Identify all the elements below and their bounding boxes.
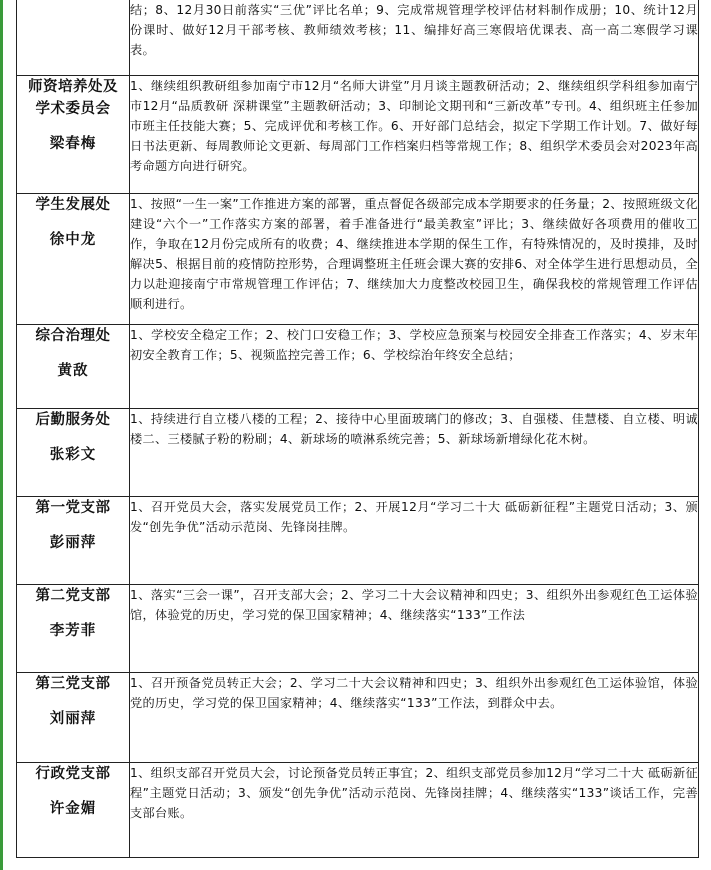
- content-text: 1、组织支部召开党员大会，讨论预备党员转正事宜；2、组织支部党员参加12月“学习二十大 砥砺新征程”主题党日活动；3、颁发“创先争优”活动示范岗、先锋岗挂牌；4、继续落实“133”谈话工作，完善支部台账。: [130, 766, 698, 820]
- content-cell: [130, 763, 699, 858]
- dept-cell: [17, 585, 130, 673]
- dept-name: 第三党支部: [35, 676, 111, 692]
- dept-name: 师资培养处及学术委员会: [28, 79, 118, 117]
- table-row: [17, 585, 699, 673]
- content-cell: [130, 194, 699, 325]
- content-text: 1、学校安全稳定工作；2、校门口安稳工作；3、学校应急预案与校园安全排查工作落实；4、岁末年初安全教育工作；5、视频监控完善工作；6、学校综治年终安全总结；: [130, 328, 698, 362]
- table-row: [17, 76, 699, 194]
- dept-person: 彭丽萍: [49, 535, 97, 551]
- content-cell: [130, 0, 699, 76]
- content-text: 1、落实“三会一课”，召开支部大会；2、学习二十大会议精神和四史；3、组织外出参观红色工运体验馆，体验党的历史，学习党的保卫国家精神；4、继续落实“133”工作法: [130, 588, 698, 622]
- table-row: [17, 0, 699, 76]
- dept-cell: [17, 194, 130, 325]
- dept-person: 许金媚: [49, 801, 97, 817]
- dept-person: 黄敌: [57, 363, 89, 379]
- dept-name: 第一党支部: [35, 500, 111, 516]
- dept-name: 行政党支部: [35, 766, 111, 782]
- dept-person: 李芳菲: [49, 623, 97, 639]
- dept-cell: [17, 76, 130, 194]
- table-row: [17, 409, 699, 497]
- table-row: [17, 194, 699, 325]
- content-cell: [130, 409, 699, 497]
- dept-person: 张彩文: [49, 447, 97, 463]
- dept-cell: [17, 673, 130, 763]
- content-text: 1、继续组织教研组参加南宁市12月“名师大讲堂”月月谈主题教研活动；2、继续组织学科组参加南宁市12月“品质教研 深耕课堂”主题教研活动；3、印制论文期刊和“三新改革”专刊。4、组织班主任参加市班主任技能大赛；5、完成评优和考核工作。6、开好部门总结会，拟定下学期工作计划。7、做好每日书法更新、每周教师论文更新、每周部门工作档案归档等常规工作；8、组织学术委员会对2023年高考命题方向进行研究。: [130, 79, 698, 173]
- content-text: 结；8、12月30日前落实“三优”评比名单；9、完成常规管理学校评估材料制作成册；10、统计12月份课时、做好12月干部考核、教师绩效考核；11、编排好高三寒假培优课表、高一高二寒假学习课表。: [130, 3, 698, 57]
- content-cell: [130, 76, 699, 194]
- dept-name: 综合治理处: [35, 328, 111, 344]
- content-text: 1、召开党员大会，落实发展党员工作；2、开展12月“学习二十大 砥砺新征程”主题党日活动；3、颁发“创先争优”活动示范岗、先锋岗挂牌。: [130, 500, 698, 534]
- dept-name: 第二党支部: [35, 588, 111, 604]
- table-row: [17, 497, 699, 585]
- content-cell: [130, 673, 699, 763]
- dept-cell: [17, 497, 130, 585]
- content-text: 1、持续进行自立楼八楼的工程；2、接待中心里面玻璃门的修改；3、自强楼、佳慧楼、自立楼、明诚楼二、三楼腻子粉的粉刷；4、新球场的喷淋系统完善；5、新球场新增绿化花木树。: [130, 412, 698, 446]
- dept-cell: [17, 409, 130, 497]
- content-cell: [130, 325, 699, 409]
- page-left-border: [0, 0, 3, 870]
- dept-name: 后勤服务处: [35, 412, 111, 428]
- dept-cell: [17, 763, 130, 858]
- content-cell: [130, 497, 699, 585]
- content-text: 1、按照“一生一案”工作推进方案的部署，重点督促各级部完成本学期要求的任务量；2、按照班级文化建设“六个一”工作落实方案的部署，着手准备进行“最美教室”评比；3、继续做好各项费用的催收工作，争取在12月份完成所有的收费；4、继续推进本学期的保生工作，有特殊情况的，及时摸排，及时解决5、根据目前的疫情防控形势，合理调整班主任班会课大赛的安排6、对全体学生进行思想动员，全力以赴迎接南宁市常规管理工作评估；7、继续加大力度整改校园卫生，确保我校的常规管理工作评估顺利进行。: [130, 197, 698, 311]
- table-row: [17, 673, 699, 763]
- table-row: [17, 763, 699, 858]
- work-plan-table: [16, 0, 699, 858]
- dept-person: 梁春梅: [49, 136, 97, 152]
- dept-cell: [17, 325, 130, 409]
- content-text: 1、召开预备党员转正大会；2、学习二十大会议精神和四史；3、组织外出参观红色工运体验馆，体验党的历史，学习党的保卫国家精神；4、继续落实“133”工作法，到群众中去。: [130, 676, 698, 710]
- dept-cell: [17, 0, 130, 76]
- content-cell: [130, 585, 699, 673]
- dept-name: 学生发展处: [35, 197, 111, 213]
- dept-person: 刘丽萍: [49, 711, 97, 727]
- table-row: [17, 325, 699, 409]
- dept-person: 徐中龙: [49, 232, 97, 248]
